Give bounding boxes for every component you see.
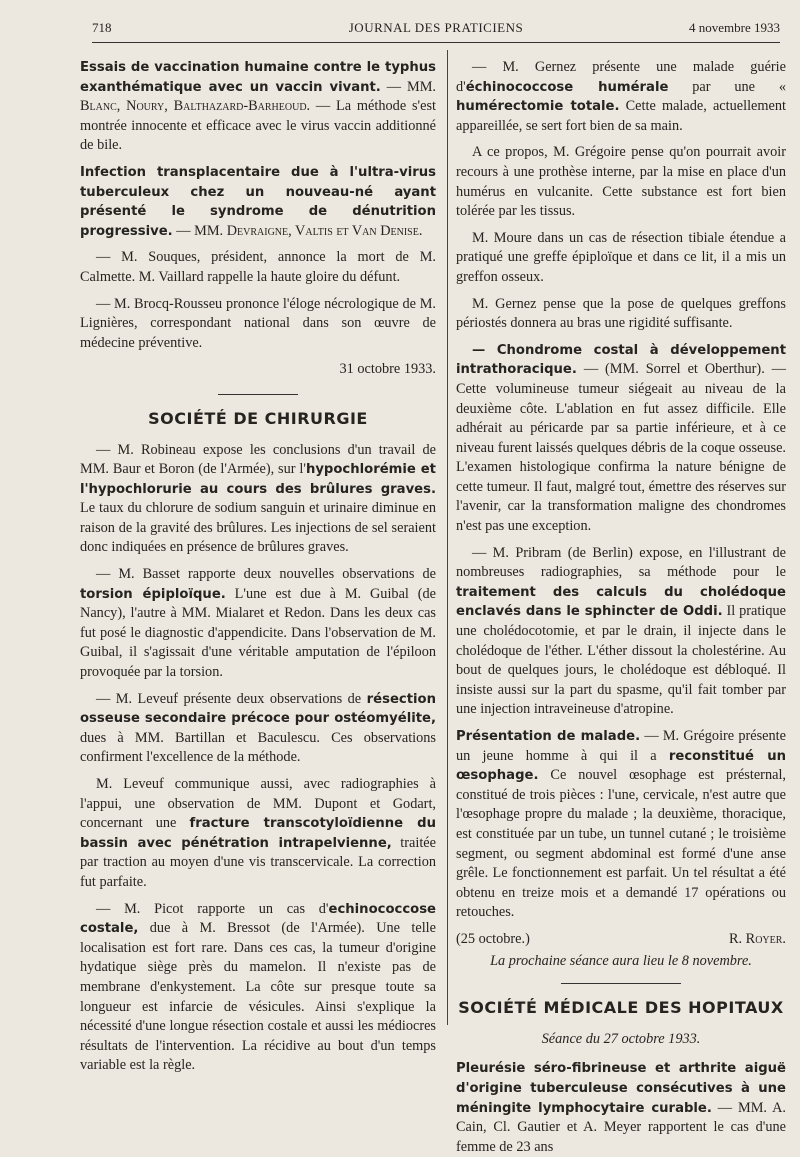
section-heading-chirurgie: SOCIÉTÉ DE CHIRURGIE bbox=[148, 408, 368, 428]
bold-run: Pleurésie séro-fibrineuse et arthrite aiguë d'origine tuberculeuse consécutives à une méningite lymphocytaire curable. bbox=[456, 1061, 786, 1116]
paragraph-pleuresie bbox=[456, 1059, 786, 1157]
text-run: — M. Basset rapporte deux nouvelles observations de bbox=[96, 566, 436, 583]
text-run: Cette malade, actuellement appareillée, se sert fort bien de sa main. bbox=[456, 98, 786, 134]
paragraph-picot bbox=[80, 900, 436, 1076]
paragraph-gernez-2: M. Gernez pense que la pose de quelques greffons périostés donnera au bras une rigidité suffisante. bbox=[456, 295, 786, 332]
article-title: Infection transplacentaire due à l'ultra-virus tuberculeux chez un nouveau-né ayant présenté le syndrome de dénutrition progressive. bbox=[80, 164, 436, 239]
text-run: L'une est due à M. Guibal (de Nancy), l'autre à MM. Mialaret et Redon. Dans les deux cas fut posé le diagnostic d'appendicite. Dans l'observation de M. Guibal, il s'agissait d'une véritable amputation de l'épiloon provoquée par la torsion. bbox=[80, 585, 436, 681]
paragraph-leveuf-1 bbox=[80, 690, 436, 768]
text-run: — M. Leveuf présente deux observations de bbox=[96, 690, 367, 707]
next-session-note: La prochaine séance aura lieu le 8 novembre. bbox=[490, 952, 752, 969]
separator-rule bbox=[218, 394, 298, 395]
bold-run: hypochlorémie et l'hypochlorurie au cours des brûlures graves. bbox=[80, 462, 436, 497]
left-column bbox=[80, 58, 436, 1083]
paragraph-presentation bbox=[456, 727, 786, 923]
text-run: dues à MM. Bartillan et Baculescu. Ces observations confirment l'excellence de la méthode. bbox=[80, 729, 436, 766]
text-run: — M. Grégoire présente un jeune homme à qui il a bbox=[456, 728, 786, 764]
article-text: La méthode s'est montrée innocente et efficace avec le virus vaccin additionné de bile. bbox=[80, 98, 436, 154]
bold-run: Présentation de malade. bbox=[456, 729, 641, 744]
bold-run: fracture transcotyloïdienne du bassin avec pénétration intrapelvienne, bbox=[80, 816, 436, 851]
article-transplacentaire: Infection transplacentaire due à l'ultra-virus tuberculeux chez un nouveau-né ayant présenté le syndrome de dénutrition progressive. — MM. Devraigne, Valtis et Van Denise. bbox=[80, 164, 436, 239]
paragraph-moure: M. Moure dans un cas de résection tibiale étendue a pratiqué une greffe épiploïque et dans ce lit, il a mis un greffon osseux. bbox=[456, 229, 786, 285]
text-run: — M. Picot rapporte un cas d' bbox=[96, 900, 329, 917]
bold-run: échinococcose humérale bbox=[465, 79, 669, 95]
section-heading-hopitaux: SOCIÉTÉ MÉDICALE DES HOPITAUX bbox=[458, 998, 784, 1018]
paragraph-brocq-rousseu: — M. Brocq-Rousseu prononce l'éloge nécrologique de M. Lignières, correspondant national dans son œuvre de médecine préventive. bbox=[80, 295, 436, 351]
article-authors: MM. Devraigne, Valtis et Van Denise. bbox=[194, 222, 423, 239]
paragraph-chondrome bbox=[456, 341, 786, 537]
paragraph-basset bbox=[80, 565, 436, 683]
journal-title: JOURNAL DES PRATICIENS bbox=[348, 20, 524, 35]
text-run: — (MM. Sorrel et Oberthur). — Cette volumineuse tumeur siégeait au niveau de la deuxième côte. L'ablation en fut assez difficile. Elle adhérait au péricarde par sa partie inférieure, et à ce niveau furent laissés quelques débris de la coque osseuse. L'examen histologique confirma la nature bénigne de cette tumeur. Il faut, malgré tout, émettre des réserves sur l'avenir, car la transformation maligne des chondromes n'est pas une exception. bbox=[456, 361, 786, 535]
text-run: M. Leveuf communique aussi, avec radiographies à l'appui, une observation de MM. Dupont et Godart, concernant une bbox=[80, 776, 436, 832]
bold-run: reconstitué un œsophage. bbox=[456, 748, 786, 784]
text-run: — M. Pribram (de Berlin) expose, en l'illustrant de nombreuses radiographies, sa méthode pour le bbox=[456, 544, 786, 581]
right-column bbox=[456, 58, 786, 1155]
signature-line bbox=[456, 930, 786, 950]
bold-run: torsion épiploïque. bbox=[80, 586, 226, 602]
text-run: due à M. Bressot (de l'Armée). Une telle localisation est fort rare. Dans ces cas, la tumeur d'origine hydatique siège près du mamelon. Il n'existe pas de membrane d'enkystement. La côte sur presque toute sa longueur est infarcie de vésicules. Ainsi s'explique la nécessité d'une longue résection costale et aussi les médiocres résultats de l'intervention. La récidive au bout d'un temps variable est la règle. bbox=[80, 920, 436, 1074]
paragraph-gregoire: A ce propos, M. Grégoire pense qu'on pourrait avoir recours à une prothèse interne, par la mise en place d'un humérus en vulcanite. Cette substance est fort bien tolérée par les tissus. bbox=[456, 144, 786, 220]
separator-rule bbox=[561, 983, 681, 984]
text-run: Le taux du chlorure de sodium sanguin et urinaire diminue en raison de la gravité des brûlures. Les injections de sel seraient donc indiquées en présence de brûlures graves. bbox=[80, 500, 436, 556]
article-typhus: Essais de vaccination humaine contre le typhus exanthématique avec un vaccin vivant. — MM. Blanc, Noury, Balthazard-Barheoud. — La méthode s'est montrée innocente et efficace avec le virus vaccin additionné de bile. bbox=[80, 60, 436, 154]
bold-run: traitement des calculs du cholédoque enclavés dans le sphincter de Oddi. bbox=[456, 584, 786, 620]
page-number: 718 bbox=[92, 20, 112, 35]
paragraph-souques: — M. Souques, président, annonce la mort de M. Calmette. M. Vaillard rappelle la haute gloire du défunt. bbox=[80, 249, 436, 285]
text-run: Ce nouvel œsophage est présternal, constitué de trois pièces : l'une, cervicale, n'est autre que l'œsophage propre du malade ; la deuxième, thoracique, est constituée par un tube, un tunnel cutané ; le troisième segment, ou segment abdominal est formé d'une anse grêle. Le fonctionnement est parfait. Un tel résultat a été obtenu en treize mois et a demandé 17 opérations ou retouches. bbox=[456, 767, 786, 921]
text-run: Il pratique une cholédocotomie, et par le drain, il injecte dans le cholédoque de l'éther. L'éther dissout la cholestérine. Au bout de quelques jours, le cholédoque est débloqué. Il insiste aussi sur la part du spasme, qu'il fait tomber par une injection intraveineuse d'atropine. bbox=[456, 603, 786, 718]
text-run: — M. Gernez présente une malade guérie d' bbox=[456, 59, 786, 95]
signature-date: (25 octobre.) bbox=[456, 930, 530, 947]
paragraph-leveuf-2 bbox=[80, 775, 436, 893]
session-date: Séance du 27 octobre 1933. bbox=[541, 1030, 701, 1047]
bold-run: résection osseuse secondaire précoce pour ostéomyélite, bbox=[80, 691, 436, 727]
paragraph-gernez-1 bbox=[456, 58, 786, 136]
header-rule bbox=[92, 42, 780, 43]
bold-run: — Chondrome costal à développement intrathoracique. bbox=[456, 342, 786, 378]
bold-run: echinococcose costale, bbox=[80, 901, 436, 937]
column-divider bbox=[447, 50, 448, 1025]
paragraph-robineau bbox=[80, 441, 436, 559]
article-authors: MM. Blanc, Noury, Balthazard-Barheoud. bbox=[80, 78, 436, 115]
article-title: Essais de vaccination humaine contre le typhus exanthématique avec un vaccin vivant. bbox=[80, 60, 436, 95]
running-header bbox=[92, 20, 780, 40]
text-run: — M. Robineau expose les conclusions d'un travail de MM. Baur et Boron (de l'Armée), sur l' bbox=[80, 441, 436, 478]
dateline: 31 octobre 1933. bbox=[339, 361, 436, 378]
text-run: par une « bbox=[668, 78, 786, 95]
paragraph-pribram bbox=[456, 544, 786, 720]
bold-run: humérectomie totale. bbox=[456, 99, 620, 115]
issue-date: 4 novembre 1933 bbox=[689, 20, 780, 35]
text-run: traitée par traction au moyen d'une vis transcervicale. La correction fut parfaite. bbox=[80, 834, 436, 890]
signature-name: R. Royer. bbox=[728, 930, 786, 947]
text-run: — MM. A. Cain, Cl. Gautier et A. Meyer rapportent le cas d'une femme de 23 ans bbox=[456, 1099, 786, 1155]
